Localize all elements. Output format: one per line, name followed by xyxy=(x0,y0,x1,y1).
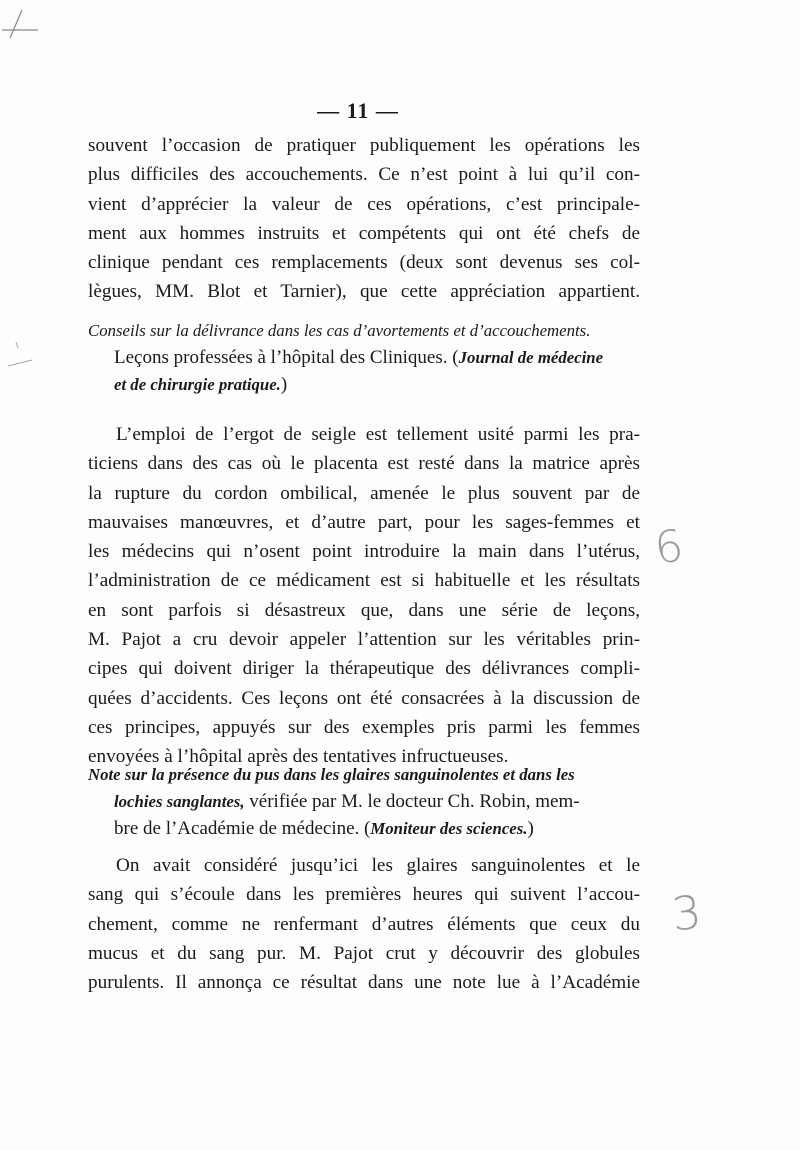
text-line: sang qui s’écoule dans les premières heures qui suivent l’accou- xyxy=(88,884,640,906)
text-line: la rupture du cordon ombilical, amenée le plus souvent par de xyxy=(88,482,640,504)
heading-italic-lochies: lochies sanglantes, xyxy=(114,792,245,811)
heading-cont-plain: Leçons professées à l’hôpital des Cliniques. ( xyxy=(114,347,459,368)
journal-title-part1: Journal de médecine xyxy=(458,348,604,367)
text-line: chement, comme ne renfermant d’autres éléments que ceux du xyxy=(88,913,640,935)
handwritten-margin-mark: 3 xyxy=(669,884,705,942)
heading-line2-plain: vérifiée par M. le docteur Ch. Robin, mem- xyxy=(244,791,580,812)
text-line: L’emploi de l’ergot de seigle est tellement usité parmi les pra- xyxy=(116,424,640,445)
section-heading-delivrance xyxy=(88,318,640,398)
text-line: plus difficiles des accouchements. Ce n’est point à lui qu’il con- xyxy=(88,164,640,186)
heading-title: Conseils sur la délivrance dans les cas d’avortements et d’accouchements. xyxy=(88,321,591,340)
text-line: ticiens dans des cas où le placenta est resté dans la matrice après xyxy=(88,453,640,475)
text-line: mauvaises manœuvres, et d’autre part, pour les sages-femmes et xyxy=(88,511,640,533)
section-heading-pus xyxy=(88,762,640,842)
text-line: les médecins qui n’osent point introduire la main dans l’utérus, xyxy=(88,541,640,563)
pencil-cross-mark-icon xyxy=(0,0,40,40)
heading-continuation xyxy=(88,344,640,398)
text-line: lègues, MM. Blot et Tarnier), que cette appréciation appartient. xyxy=(88,281,640,303)
text-line: ment aux hommes instruits et compétents qui ont été chefs de xyxy=(88,222,640,244)
heading-line3-close: ) xyxy=(527,818,534,839)
journal-title-part2: et de chirurgie pratique. xyxy=(114,375,281,394)
page-number: — 11 — xyxy=(317,98,399,123)
heading-title: Note sur la présence du pus dans les glaires sanguinolentes et dans les xyxy=(88,765,575,784)
paragraph-glaires xyxy=(88,851,640,997)
text-line: cipes qui doivent diriger la thérapeutique des délivrances compli- xyxy=(88,658,640,680)
handwritten-margin-mark: 6 xyxy=(651,520,687,575)
text-line: l’administration de ce médicament est si habituelle et les résultats xyxy=(88,570,640,592)
text-line: purulents. Il annonça ce résultat dans une note lue à l’Académie xyxy=(88,972,640,994)
text-line: envoyées à l’hôpital après des tentatives infructueuses. xyxy=(88,746,509,768)
paragraph-ergot xyxy=(88,420,640,772)
text-line: M. Pajot a cru devoir appeler l’attention sur les véritables prin- xyxy=(88,629,640,651)
text-line: en sont parfois si désastreux que, dans une série de leçons, xyxy=(88,599,640,621)
pencil-tick-mark-icon xyxy=(6,340,36,370)
heading-continuation xyxy=(88,788,640,842)
text-line: clinique pendant ces remplacements (deux sont devenus ses col- xyxy=(88,252,640,274)
text-line: mucus et du sang pur. M. Pajot crut y découvrir des globules xyxy=(88,942,640,964)
text-line: souvent l’occasion de pratiquer publiquement les opérations les xyxy=(88,135,640,156)
text-line: ces principes, appuyés sur des exemples pris parmi les femmes xyxy=(88,716,640,738)
heading-cont-close: ) xyxy=(280,374,288,395)
heading-line3-plain: bre de l’Académie de médecine. ( xyxy=(114,818,371,839)
paragraph-continuation xyxy=(88,131,640,307)
text-line: quées d’accidents. Ces leçons ont été consacrées à la discussion de xyxy=(88,687,640,709)
text-line: On avait considéré jusqu’ici les glaires sanguinolentes et le xyxy=(116,855,640,876)
journal-title-moniteur: Moniteur des sciences. xyxy=(370,819,528,838)
text-line: vient d’apprécier la valeur de ces opérations, c’est principale- xyxy=(88,193,640,215)
